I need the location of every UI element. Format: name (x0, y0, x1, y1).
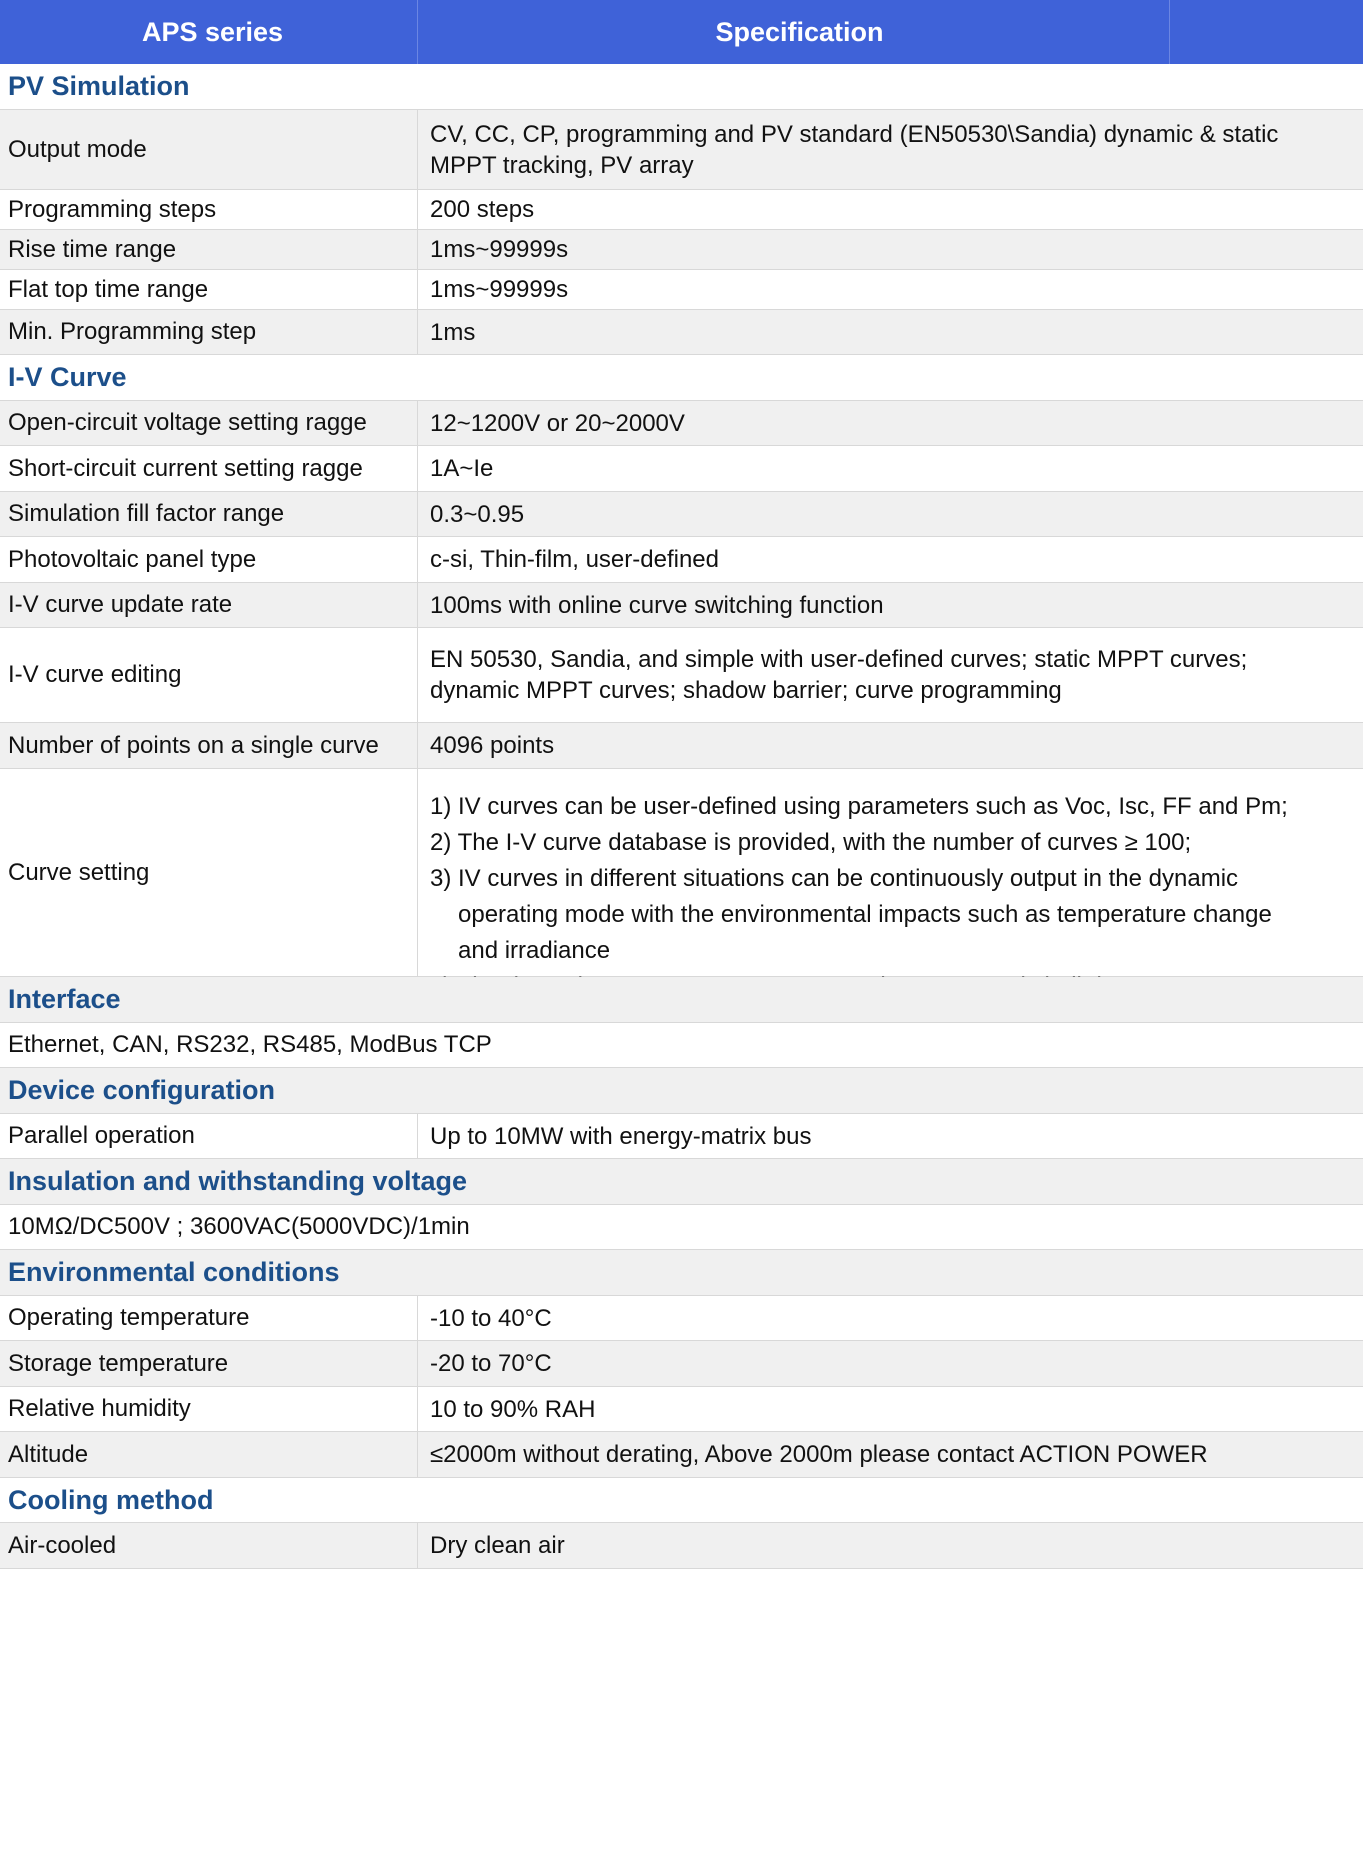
row-full-value: 10MΩ/DC500V ; 3600VAC(5000VDC)/1min (8, 1213, 470, 1240)
row-label: Short-circuit current setting ragge (0, 446, 418, 491)
table-row (0, 401, 1363, 446)
row-label: Operating temperature (0, 1296, 418, 1340)
table-row (0, 1387, 1363, 1432)
table-row (0, 270, 1363, 310)
header-col-series: APS series (0, 0, 418, 64)
header-col-empty (1170, 0, 1363, 64)
curve-setting-list (418, 769, 1363, 976)
row-value: 1ms (430, 318, 476, 346)
table-row (0, 583, 1363, 628)
row-label: Air-cooled (0, 1523, 418, 1568)
row-label: Output mode (0, 110, 418, 189)
table-row (0, 723, 1363, 769)
table-row (0, 769, 1363, 977)
list-item-continuation: operating mode with the environmental impacts such as temperature change (458, 901, 1272, 928)
list-item: 2) The I-V curve database is provided, with the number of curves ≥ 100; (430, 829, 1192, 856)
row-value: -10 to 40°C (430, 1304, 552, 1332)
row-label: Programming steps (0, 190, 418, 229)
section-interface (0, 977, 1363, 1023)
section-cooling-method (0, 1478, 1363, 1523)
row-label: Photovoltaic panel type (0, 537, 418, 582)
table-header (0, 0, 1363, 64)
row-label: Rise time range (0, 230, 418, 269)
section-title: Interface (8, 984, 121, 1014)
section-title: I-V Curve (8, 362, 127, 392)
table-row (0, 230, 1363, 270)
row-value: 100ms with online curve switching function (430, 591, 884, 619)
list-item-continuation: and irradiance (458, 937, 611, 964)
section-insulation (0, 1159, 1363, 1205)
table-row (0, 310, 1363, 355)
row-value: 1ms~99999s (430, 276, 569, 303)
row-label: Flat top time range (0, 270, 418, 309)
row-value: ≤2000m without derating, Above 2000m please contact ACTION POWER (430, 1441, 1208, 1468)
row-value: Up to 10MW with energy-matrix bus (430, 1122, 812, 1150)
section-title: Insulation and withstanding voltage (8, 1166, 468, 1196)
section-iv-curve (0, 355, 1363, 401)
table-row (0, 628, 1363, 723)
row-label: Relative humidity (0, 1387, 418, 1431)
section-device-configuration (0, 1068, 1363, 1114)
row-label: Curve setting (0, 769, 418, 976)
row-value: CV, CC, CP, programming and PV standard (EN50530\Sandia) dynamic & static MPPT tracking, PV array (430, 120, 1279, 179)
list-item: 1) IV curves can be user-defined using parameters such as Voc, Isc, FF and Pm; (430, 793, 1288, 820)
row-value: 12~1200V or 20~2000V (430, 409, 685, 437)
table-row (0, 190, 1363, 230)
table-row (0, 1432, 1363, 1478)
row-value: EN 50530, Sandia, and simple with user-defined curves; static MPPT curves; dynamic MPPT curves; shadow barrier; curve programming (430, 646, 1248, 704)
table-row (0, 110, 1363, 190)
row-value: -20 to 70°C (430, 1350, 552, 1377)
table-row (0, 1023, 1363, 1068)
table-row (0, 492, 1363, 537)
row-label: Simulation fill factor range (0, 492, 418, 536)
section-title: Device configuration (8, 1075, 276, 1105)
table-row (0, 1114, 1363, 1159)
row-label: Number of points on a single curve (0, 723, 418, 768)
row-value: 4096 points (430, 732, 555, 759)
header-col-specification: Specification (418, 0, 1170, 64)
section-title: PV Simulation (8, 71, 190, 101)
section-environmental-conditions (0, 1250, 1363, 1296)
row-label: Open-circuit voltage setting ragge (0, 401, 418, 445)
table-row (0, 1296, 1363, 1341)
table-row (0, 1523, 1363, 1569)
row-full-value: Ethernet, CAN, RS232, RS485, ModBus TCP (8, 1031, 492, 1058)
row-label: Altitude (0, 1432, 418, 1477)
row-label: I-V curve editing (0, 628, 418, 722)
table-row (0, 1205, 1363, 1250)
table-row (0, 1341, 1363, 1387)
section-title: Environmental conditions (8, 1257, 340, 1287)
row-value: 10 to 90% RAH (430, 1395, 596, 1423)
section-pv-simulation (0, 64, 1363, 110)
row-label: I-V curve update rate (0, 583, 418, 627)
section-title: Cooling method (8, 1484, 214, 1515)
row-label: Parallel operation (0, 1114, 418, 1158)
list-item: 3) IV curves in different situations can be continuously output in the dynamic (430, 865, 1239, 892)
row-value: 0.3~0.95 (430, 500, 525, 528)
row-value: 200 steps (430, 196, 535, 223)
row-value: c-si, Thin-film, user-defined (430, 546, 719, 573)
table-row (0, 537, 1363, 583)
row-value: 1A~Ie (430, 455, 494, 482)
row-value: 1ms~99999s (430, 236, 569, 263)
row-value: Dry clean air (430, 1532, 565, 1559)
row-label: Storage temperature (0, 1341, 418, 1386)
table-row (0, 446, 1363, 492)
row-label: Min. Programming step (0, 310, 418, 354)
